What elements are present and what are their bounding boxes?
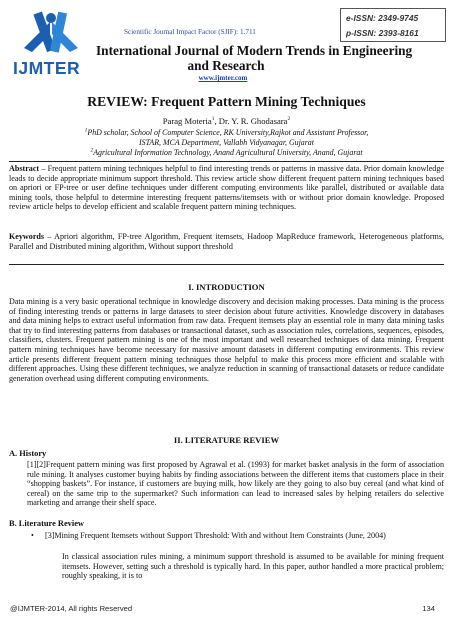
footer-copyright: @IJMTER-2014, All rights Reserved [10, 604, 133, 613]
intro-text: Data mining is a very basic operational technique in knowledge discovery and decision making processes. Data mining is the process of finding interesting trends or patterns in large datasets to steer decision about future activities. Knowledge discovery in databases and data mining helps to extract useful information from raw data. Frequent itemsets play an essential role in many data mining tasks that try to find interesting patterns from databases or transactional dataset, such as association rules, correlations, sequences, episodes, classifiers, clusters. Frequent pattern mining is one of the most important and well researched techniques of data mining. Frequent pattern mining techniques have become necessary for massive amount datasets in different computing environments. This review article presents different frequent pattern mining techniques those helpful to make this process more efficient and scalable with different approaches. Using these different techniques, we analyze reduction in scanning of transactional datasets or reduce candidate generation overhead using different computing environments. [9, 297, 444, 383]
impact-factor: Scientific Journal Impact Factor (SJIF): 1.711 [124, 28, 256, 36]
divider-top [9, 161, 444, 162]
affiliation-1-line2: ISTAR, MCA Department, Vallabh Vidyanagar, Gujarat [139, 138, 314, 147]
abstract: Abstract – Frequent pattern mining techniques helpful to find interesting trends or patterns in massive data. Prior domain knowledge leads to decide appropriate minimum support threshold. This review article show different frequent pattern mining techniques based on apriori or FP-tree or user define techniques under different computing environments like parallel, distributed or available data mining tools, those helpful to determine interesting frequent patterns/itemsets with or without prior domain knowledge. Proposed review article helps to develop efficient and scalable frequent pattern mining techniques. [9, 164, 444, 212]
eissn: e-ISSN: 2349-9745 [346, 13, 419, 23]
affiliation-1: $^1$PhD scholar, School of Computer Science, RK University,Rajkot and Assistant Professor, [84, 127, 369, 137]
intro-heading: I. INTRODUCTION [188, 282, 265, 292]
authors: Parag Moteria$^1$, Dr. Y. R. Ghodasara$^2$ [162, 116, 291, 126]
journal-title-line2: and Research [187, 57, 265, 73]
pissn: p-ISSN: 2393-8161 [346, 28, 419, 38]
paper-title: REVIEW: Frequent Pattern Mining Techniques [87, 94, 366, 109]
history-text: [1][2]Frequent pattern mining was first proposed by Agrawal et al. (1993) for market basket analysis in the form of association rule mining. It analyses customer buying habits by finding associations between the different items that customers place in their “shopping baskets”. For instance, if customers are buying milk, how likely are they going to also buy cereal (and what kind of cereal) on the same trip to the supermarket? Such information can lead to increased sales by helping retailers do selective marketing and arrange their shelf space. [27, 460, 444, 508]
logo-text: IJMTER [13, 58, 81, 78]
keywords: Keywords – Apriori algorithm, FP-tree Algorithm, Frequent itemsets, Hadoop MapReduce framework, Heterogeneous platforms, Parallel and Distributed mining algorithm, Without support threshold [9, 232, 444, 251]
lit-heading: II. LITERATURE REVIEW [173, 435, 280, 445]
journal-title-line1: International Journal of Modern Trends in Engineering [96, 43, 413, 58]
page-number: 134 [422, 604, 435, 613]
divider-bottom [9, 264, 444, 265]
bullet-icon: • [31, 531, 34, 540]
subheading-history: A. History [9, 449, 47, 458]
bullet-title: [3]Mining Frequent Itemsets without Support Threshold: With and without Item Constraints (June, 2004) [45, 531, 386, 540]
subheading-literature-review: B. Literature Review [9, 519, 84, 528]
affiliation-2: $^2$Agricultural Information Technology, Anand Agricultural University, Anand, Gujarat [90, 147, 363, 157]
journal-title [96, 44, 446, 73]
issn-box [340, 8, 446, 42]
journal-url[interactable]: www.ijmter.com [198, 74, 248, 82]
bullet-body: In classical association rules mining, a minimum support threshold is assumed to be available for mining frequent itemsets. However, setting such a threshold is typically hard. In this paper, author handled a more practical problem; roughly speaking, it is to [62, 552, 444, 581]
